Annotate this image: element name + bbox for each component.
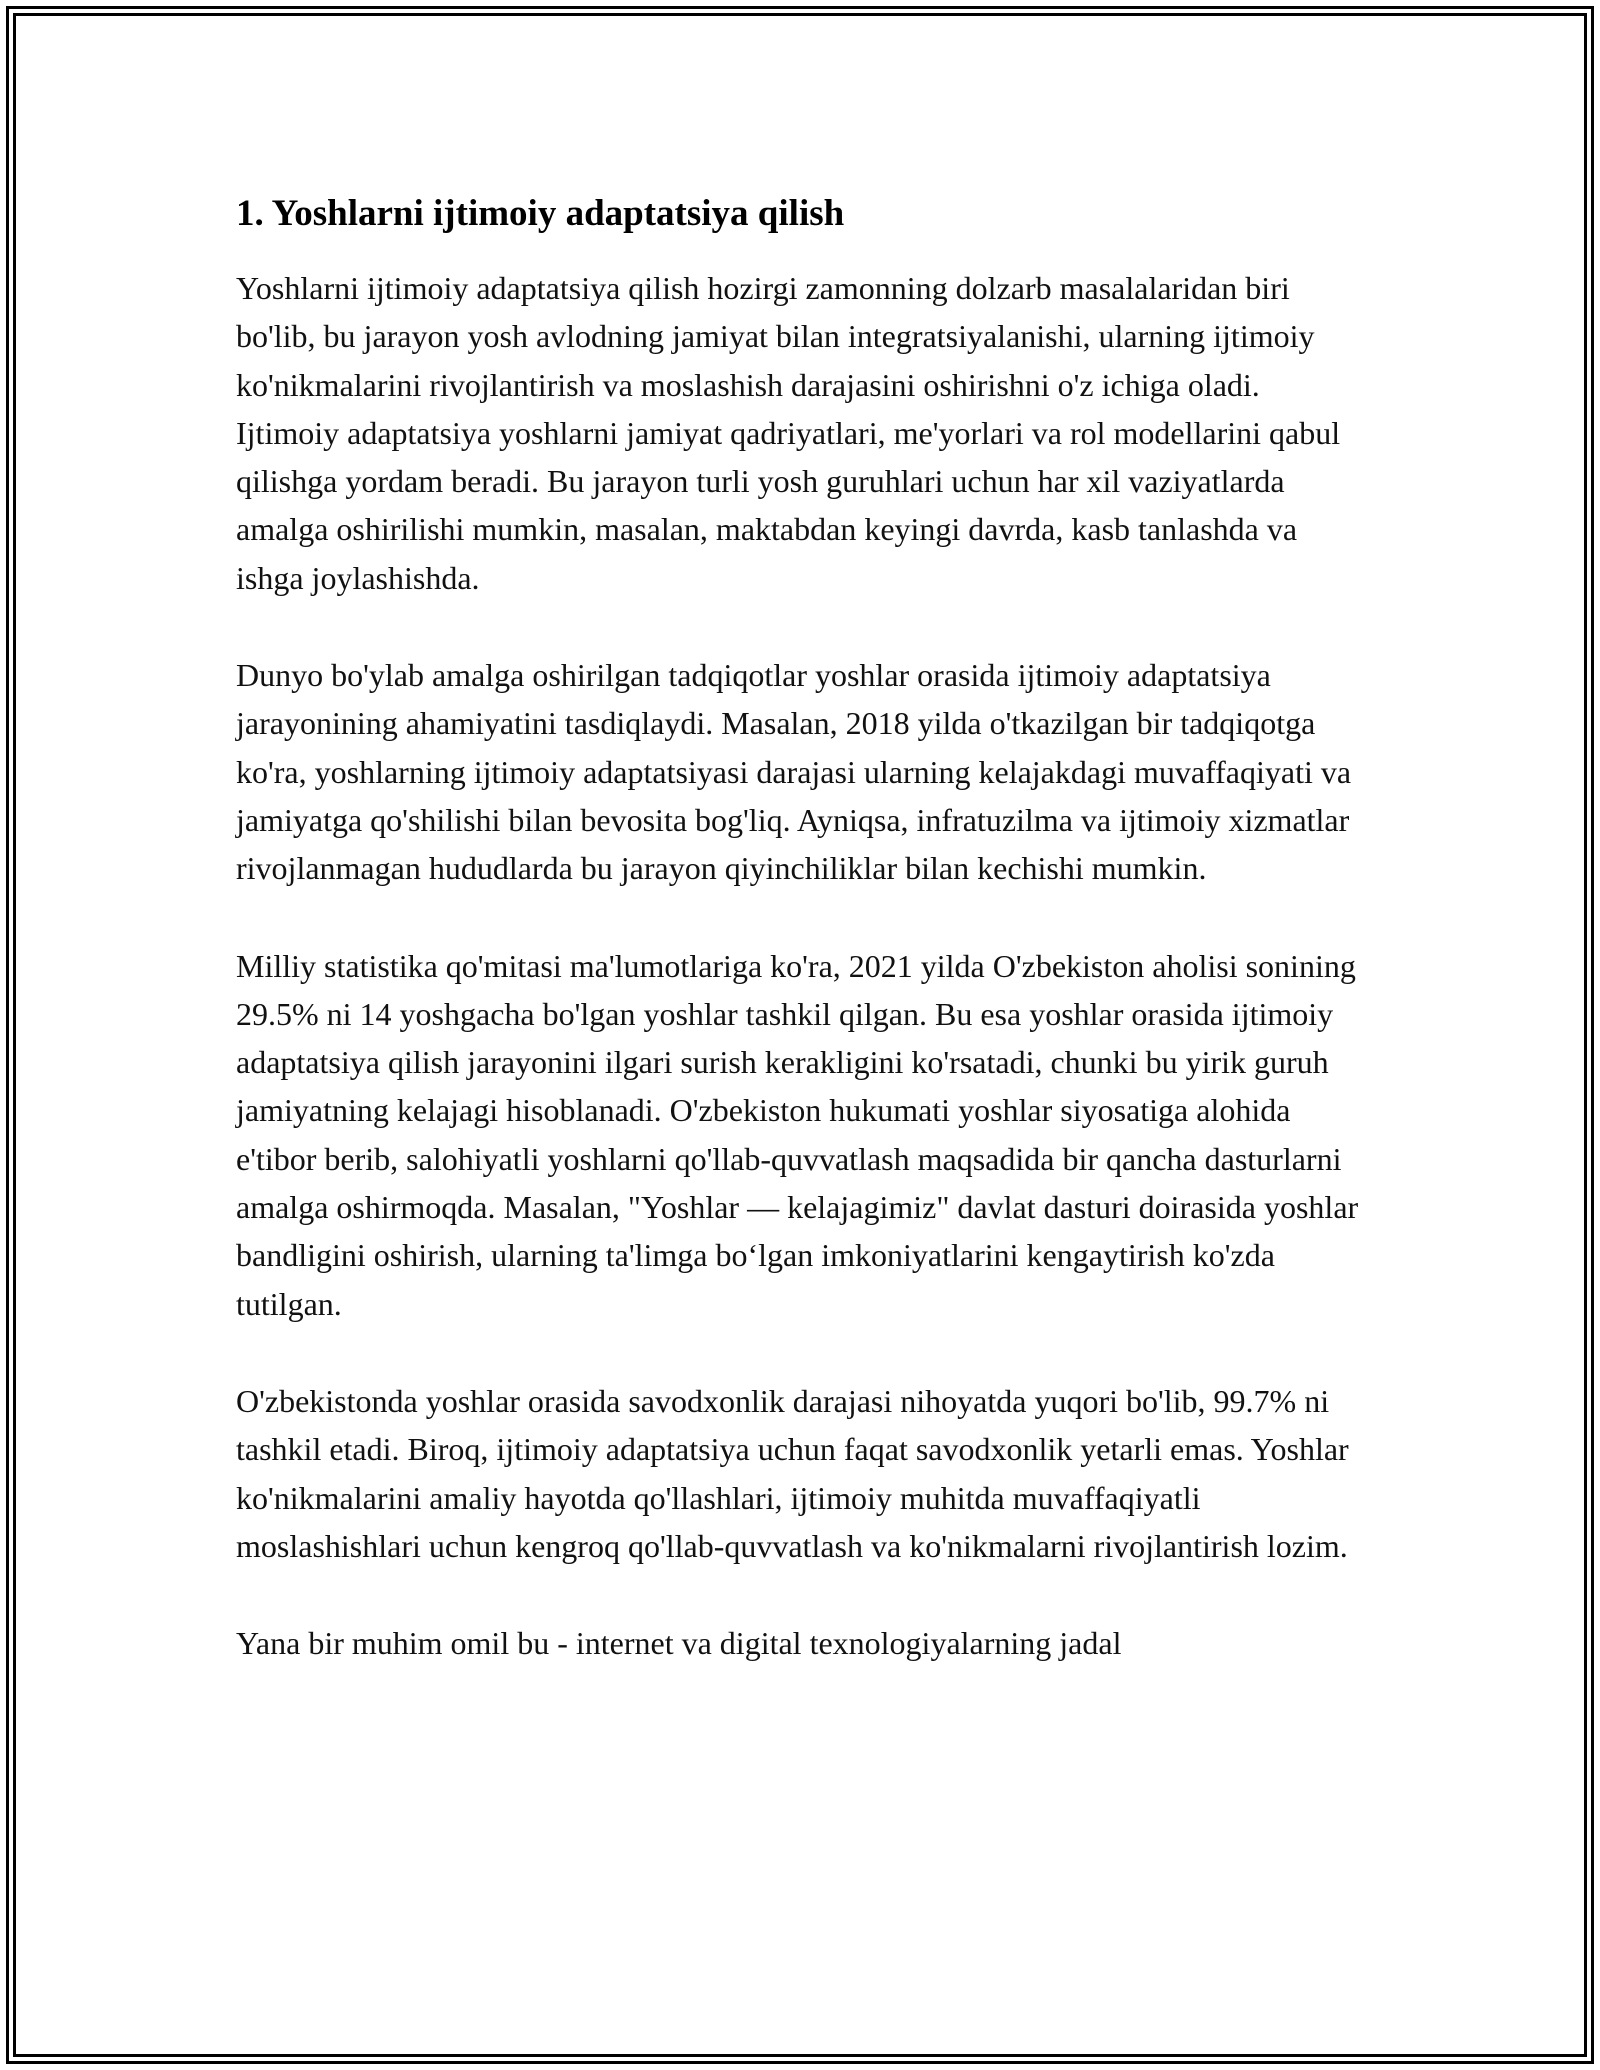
document-body	[236, 186, 1366, 1667]
paragraph-4: O'zbekistonda yoshlar orasida savodxonlik darajasi nihoyatda yuqori bo'lib, 99.7% ni tashkil etadi. Biroq, ijtimoiy adaptatsiya uchun faqat savodxonlik yetarli emas. Yoshlar ko'nikmalarini amaliy hayotda qo'llashlari, ijtimoiy muhitda muvaffaqiyatli moslashishlari uchun kengroq qo'llab-quvvatlash va ko'nikmalarni rivojlantirish lozim.	[236, 1382, 1349, 1564]
paragraph-3: Milliy statistika qo'mitasi ma'lumotlariga ko'ra, 2021 yilda O'zbekiston aholisi sonining 29.5% ni 14 yoshgacha bo'lgan yoshlar tashkil qilgan. Bu esa yoshlar orasida ijtimoiy adaptatsiya qilish jarayonini ilgari surish kerakligini ko'rsatadi, chunki bu yirik guruh jamiyatning kelajagi hisoblanadi. O'zbekiston hukumati yoshlar siyosatiga alohida e'tibor berib, salohiyatli yoshlarni qo'llab-quvvatlash maqsadida bir qancha dasturlarni amalga oshirmoqda. Masalan, "Yoshlar — kelajagimiz" davlat dasturi doirasida yoshlar bandligini oshirish, ularning ta'limga bo‘lgan imkoniyatlarini kengaytirish ko'zda tutilgan.	[236, 947, 1359, 1322]
paragraph-1: Yoshlarni ijtimoiy adaptatsiya qilish hozirgi zamonning dolzarb masalalaridan biri bo'lib, bu jarayon yosh avlodning jamiyat bilan integratsiyalanishi, ularning ijtimoiy ko'nikmalarini rivojlantirish va moslashish darajasini oshirishni o'z ichiga oladi. Ijtimoiy adaptatsiya yoshlarni jamiyat qadriyatlari, me'yorlari va rol modellarini qabul qilishga yordam beradi. Bu jarayon turli yosh guruhlari uchun har xil vaziyatlarda amalga oshirilishi mumkin, masalan, maktabdan keyingi davrda, kasb tanlashda va ishga joylashishda.	[236, 270, 1341, 596]
section-heading: 1. Yoshlarni ijtimoiy adaptatsiya qilish	[236, 193, 845, 234]
paragraph-2: Dunyo bo'ylab amalga oshirilgan tadqiqotlar yoshlar orasida ijtimoiy adaptatsiya jarayonining ahamiyatini tasdiqlaydi. Masalan, 2018 yilda o'tkazilgan bir tadqiqotga ko'ra, yoshlarning ijtimoiy adaptatsiyasi darajasi ularning kelajakdagi muvaffaqiyati va jamiyatga qo'shilishi bilan bevosita bog'liq. Ayniqsa, infratuzilma va ijtimoiy xizmatlar rivojlanmagan hududlarda bu jarayon qiyinchiliklar bilan kechishi mumkin.	[236, 657, 1352, 887]
paragraph-5: Yana bir muhim omil bu - internet va digital texnologiyalarning jadal	[236, 1625, 1122, 1662]
